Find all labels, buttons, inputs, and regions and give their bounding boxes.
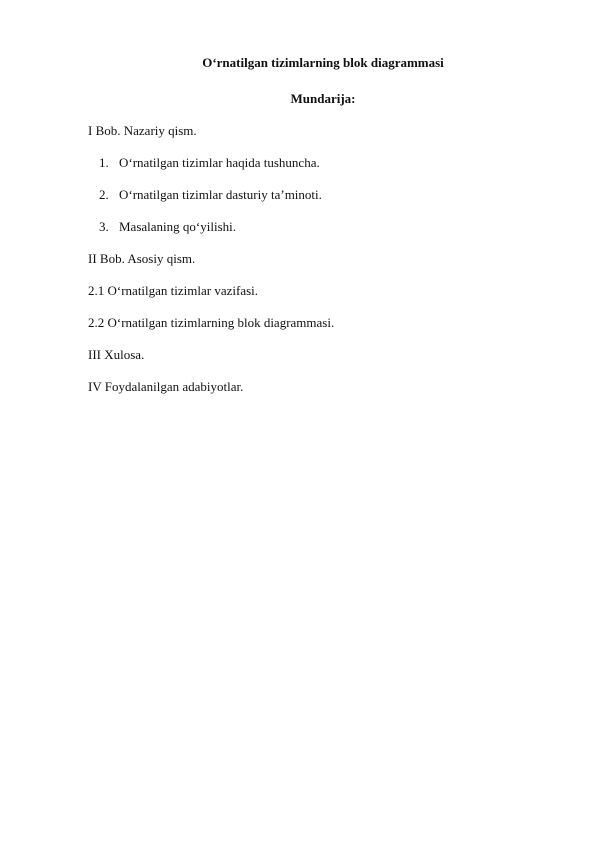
toc-item-number: 1.	[99, 155, 109, 170]
toc-item-1	[99, 155, 320, 171]
toc-chapter-1: I Bob. Nazariy qism.	[88, 123, 197, 138]
toc-item-number: 2.	[99, 187, 109, 202]
toc-item-number: 3.	[99, 219, 109, 234]
toc-item-text: Masalaning qo‘yilishi.	[119, 219, 236, 234]
toc-heading: Mundarija:	[290, 91, 356, 106]
toc-item-2	[99, 187, 322, 203]
toc-chapter-2: II Bob. Asosiy qism.	[88, 251, 196, 266]
toc-item-text: O‘rnatilgan tizimlar dasturiy ta’minoti.	[119, 187, 322, 202]
toc-item-text: O‘rnatilgan tizimlar haqida tushuncha.	[119, 155, 320, 170]
toc-chapter-3: III Xulosa.	[88, 347, 145, 362]
toc-section-2-1: 2.1 O‘rnatilgan tizimlar vazifasi.	[88, 283, 259, 298]
document-title: O‘rnatilgan tizimlarning blok diagrammasi	[202, 55, 444, 70]
toc-section-2-2: 2.2 O‘rnatilgan tizimlarning blok diagrammasi.	[88, 315, 335, 330]
toc-item-3	[99, 219, 236, 235]
toc-chapter-4: IV Foydalanilgan adabiyotlar.	[88, 379, 244, 394]
